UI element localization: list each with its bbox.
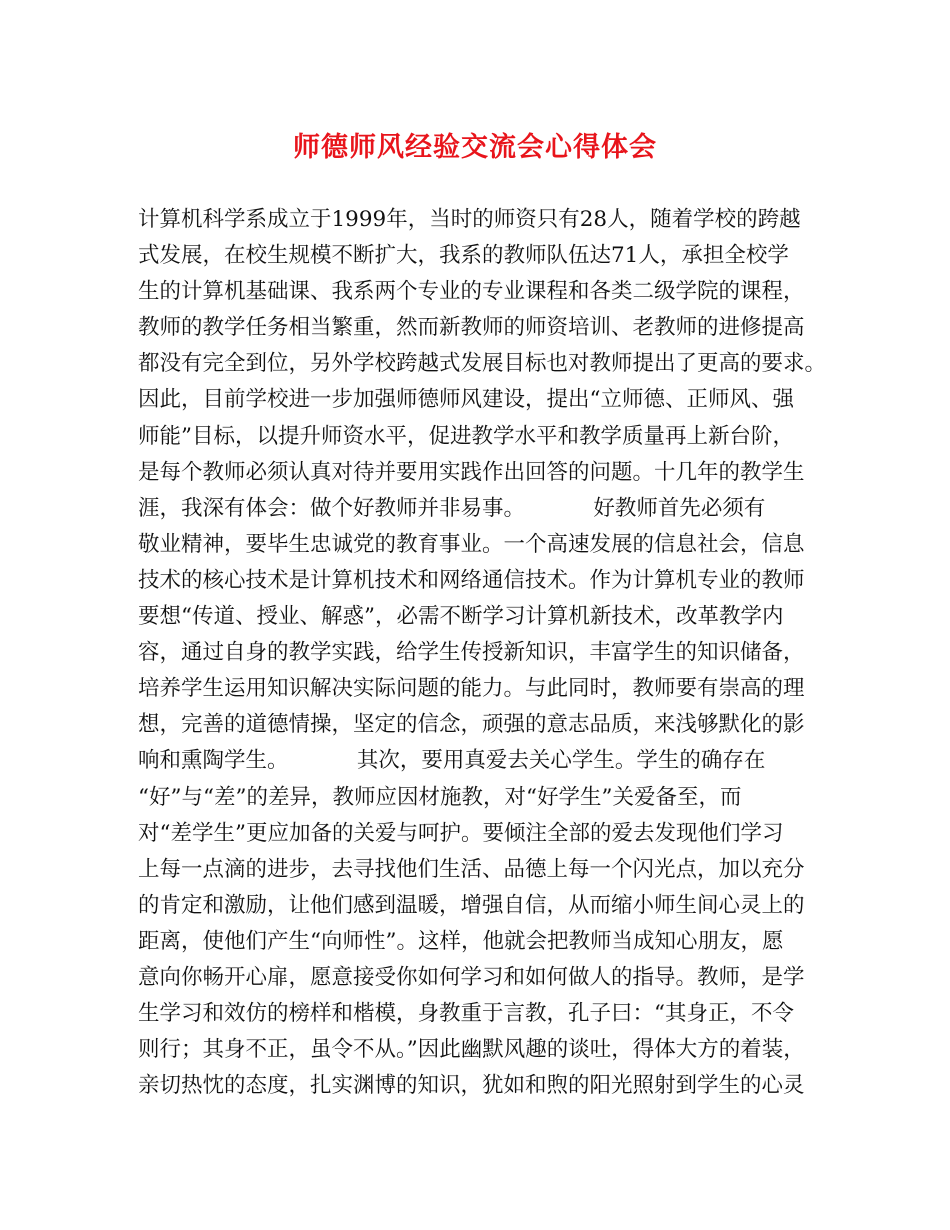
body-line: 师能”目标，以提升师资水平，促进教学水平和教学质量再上新台阶，: [138, 423, 794, 449]
body-line: 因此，目前学校进一步加强师德师风建设，提出“立师德、正师风、强: [138, 387, 794, 413]
body-line: 容，通过自身的教学实践，给学生传授新知识，丰富学生的知识储备，: [138, 640, 805, 666]
document-body: [138, 202, 828, 1104]
body-line: 上每一点滴的进步，去寻找他们生活、品德上每一个闪光点，加以充分: [138, 856, 805, 882]
body-line: 涯，我深有体会：做个好教师并非易事。 好教师首先必须有: [138, 495, 766, 521]
body-line: 则行；其身不正，虽令不从。”因此幽默风趣的谈吐，得体大方的着装，: [138, 1037, 805, 1063]
body-line: “好”与“差”的差异，教师应因材施教，对“好学生”关爱备至，而: [138, 784, 742, 810]
body-line: 式发展，在校生规模不断扩大，我系的教师队伍达71人，承担全校学: [138, 243, 789, 269]
body-line: 都没有完全到位，另外学校跨越式发展目标也对教师提出了更高的要求。: [138, 351, 827, 377]
body-line: 技术的核心技术是计算机技术和网络通信技术。作为计算机专业的教师: [138, 567, 805, 593]
body-line: 意向你畅开心扉，愿意接受你如何学习和如何做人的指导。教师，是学: [138, 964, 805, 990]
body-line: 要想“传道、授业、解惑”，必需不断学习计算机新技术，改革教学内: [138, 604, 784, 630]
body-line: 教师的教学任务相当繁重，然而新教师的师资培训、老教师的进修提高: [138, 315, 805, 341]
body-line: 计算机科学系成立于1999年，当时的师资只有28人，随着学校的跨越: [138, 207, 801, 232]
body-line: 想，完善的道德情操，坚定的信念，顽强的意志品质，来浅够默化的影: [138, 712, 805, 738]
body-line: 亲切热忱的态度，扎实渊博的知识，犹如和煦的阳光照射到学生的心灵: [138, 1073, 805, 1099]
body-line: 敬业精神，要毕生忠诚党的教育事业。一个高速发展的信息社会，信息: [138, 531, 805, 557]
document-title: 师德师风经验交流会心得体会: [293, 132, 657, 163]
body-line: 的肯定和激励，让他们感到温暖，增强自信，从而缩小师生间心灵上的: [138, 892, 805, 918]
body-line: 距离，使他们产生“向师性”。这样，他就会把教师当成知心朋友，愿: [138, 928, 784, 954]
body-line: 生学习和效仿的榜样和楷模，身教重于言教，孔子曰：“其身正，不令: [138, 1001, 794, 1027]
body-line: 是每个教师必须认真对待并要用实践作出回答的问题。十几年的教学生: [138, 459, 805, 485]
body-line: 培养学生运用知识解决实际问题的能力。与此同时，教师要有崇高的理: [138, 676, 805, 702]
body-line: 生的计算机基础课、我系两个专业的专业课程和各类二级学院的课程，: [138, 279, 805, 305]
body-line: 响和熏陶学生。 其次，要用真爱去关心学生。学生的确存在: [138, 748, 766, 774]
body-line: 对“差学生”更应加备的关爱与呵护。要倾注全部的爱去发现他们学习: [138, 820, 784, 846]
